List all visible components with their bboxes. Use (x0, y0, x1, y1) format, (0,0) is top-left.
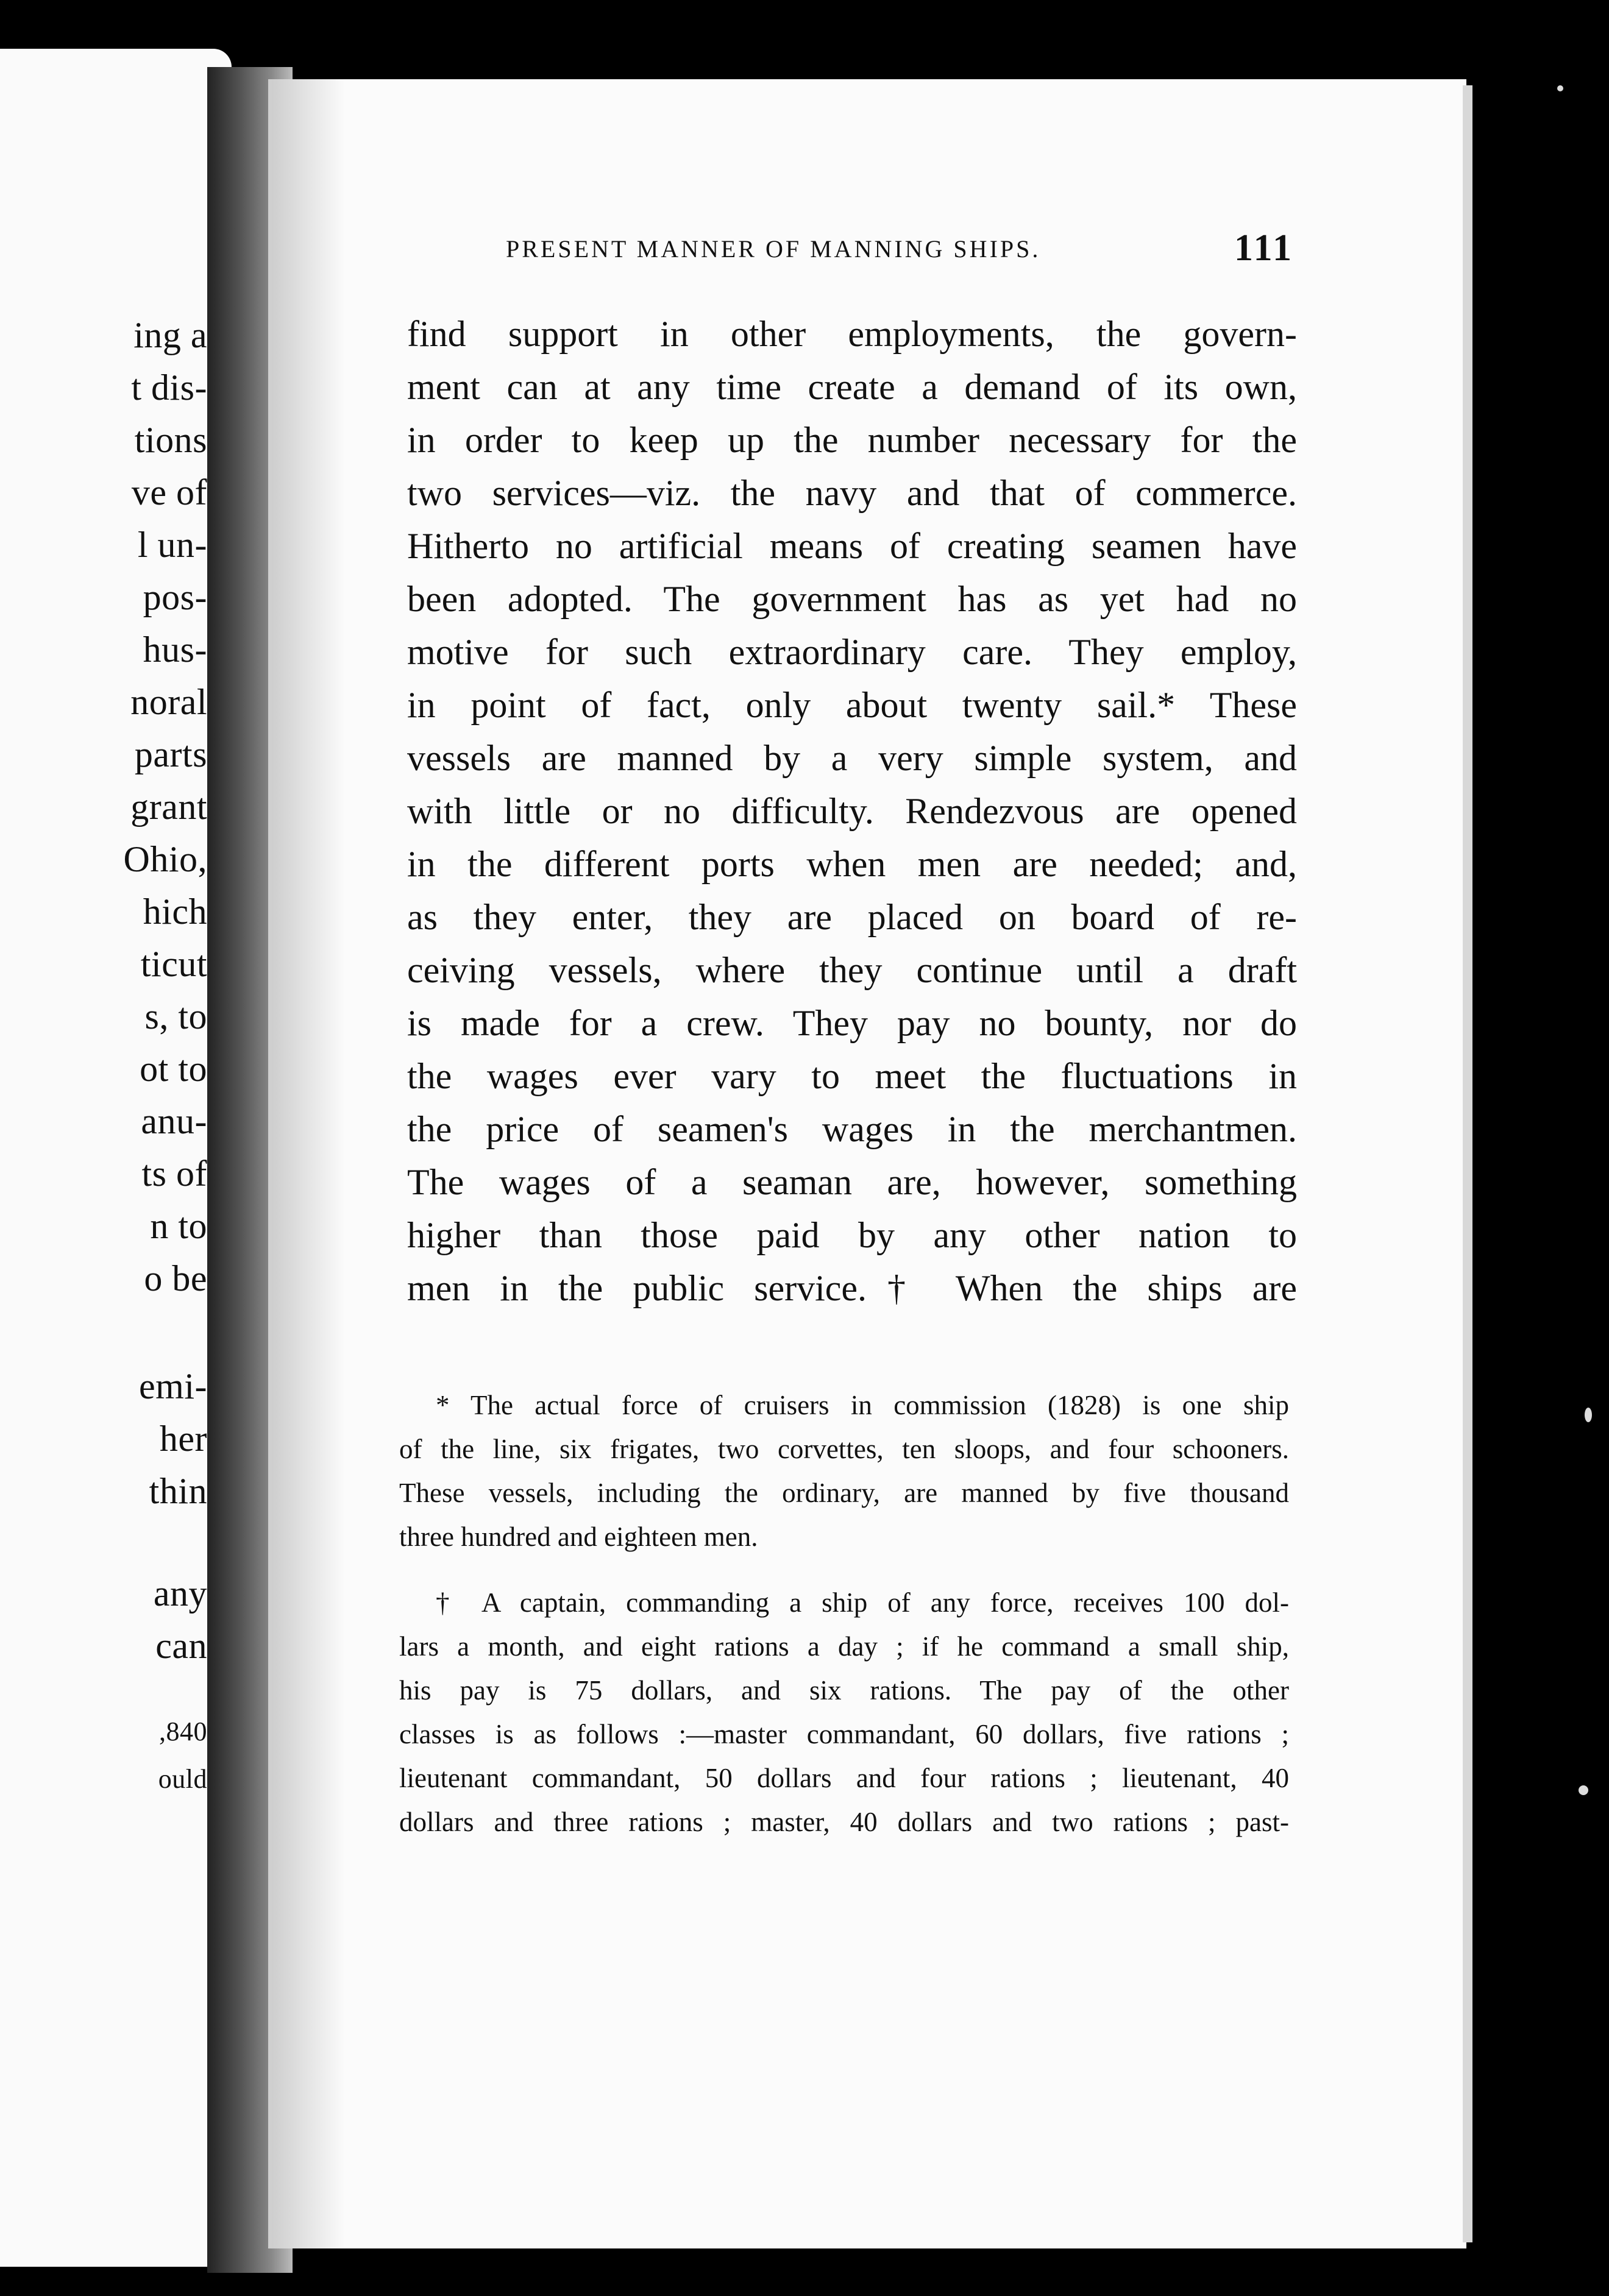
footnote-asterisk (399, 1383, 1289, 1559)
body-line: the price of seamen's wages in the merchantmen. (407, 1109, 1297, 1149)
body-line: is made for a crew. They pay no bounty, nor do (407, 1003, 1297, 1043)
left-line: ticut (140, 944, 207, 984)
footnote-line: lieutenant commandant, 50 dollars and four rations ; lieutenant, 40 (399, 1763, 1289, 1793)
left-facing-page (0, 49, 232, 2267)
footnote-dagger (399, 1581, 1289, 1844)
body-line: the wages ever vary to meet the fluctuations in (407, 1056, 1297, 1096)
left-line: ,840 (159, 1717, 207, 1746)
body-line: find support in other employments, the govern- (407, 314, 1297, 354)
body-line: in point of fact, only about twenty sail.* These (407, 685, 1297, 725)
body-line: motive for such extraordinary care. They employ, (407, 632, 1297, 672)
footnote-line: of the line, six frigates, two corvettes, ten sloops, and four schooners. (399, 1434, 1289, 1464)
body-line: The wages of a seaman are, however, something (407, 1162, 1297, 1202)
body-line: vessels are manned by a very simple system, and (407, 738, 1297, 778)
left-line: can (155, 1626, 207, 1666)
left-line: parts (134, 734, 207, 774)
scan-speck (1585, 1408, 1592, 1422)
body-line: ceiving vessels, where they continue until a draft (407, 950, 1297, 990)
left-line: l un- (137, 525, 207, 565)
body-line: higher than those paid by any other nation to (407, 1215, 1297, 1255)
body-line: in the different ports when men are needed; and, (407, 844, 1297, 884)
body-line: with little or no difficulty. Rendezvous are opened (407, 791, 1297, 831)
left-line: emi- (139, 1366, 207, 1406)
left-line: ing a (133, 315, 207, 355)
left-line: ve of (131, 472, 207, 512)
footnotes (399, 1383, 1289, 1844)
scan-speck (1579, 1785, 1588, 1795)
footnote-line: his pay is 75 dollars, and six rations. The pay of the other (399, 1675, 1289, 1706)
left-line: hich (143, 891, 207, 932)
left-line: ts of (141, 1153, 207, 1194)
page-edge (1463, 85, 1472, 2242)
left-line: hus- (143, 629, 207, 670)
left-line: ot to (140, 1049, 207, 1089)
body-line: two services—viz. the navy and that of commerce. (407, 473, 1297, 513)
body-line: as they enter, they are placed on board of re- (407, 897, 1297, 937)
body-line: been adopted. The government has as yet had no (407, 579, 1297, 619)
left-line: her (159, 1419, 207, 1459)
footnote-line: These vessels, including the ordinary, are manned by five thousand (399, 1478, 1289, 1508)
left-line: anu- (141, 1101, 207, 1141)
footnote-line: lars a month, and eight rations a day ; if he command a small ship, (399, 1631, 1289, 1662)
running-head: PRESENT MANNER OF MANNING SHIPS. (506, 235, 1041, 263)
page-number: 111 (1234, 227, 1295, 269)
footnote-line: dollars and three rations ; master, 40 dollars and two rations ; past- (399, 1807, 1289, 1837)
left-line: s, to (144, 996, 207, 1036)
body-text (407, 308, 1297, 1315)
left-line: grant (130, 787, 207, 827)
left-line: o be (144, 1258, 207, 1299)
left-line: t dis- (131, 367, 207, 408)
footnote-line: * The actual force of cruisers in commission (1828) is one ship (436, 1390, 1289, 1420)
left-line: tions (134, 420, 207, 460)
body-line: Hitherto no artificial means of creating seamen have (407, 526, 1297, 566)
footnote-line: classes is as follows :—master commandant, 60 dollars, five rations ; (399, 1719, 1289, 1749)
left-line: noral (130, 682, 207, 722)
left-line: pos- (143, 577, 207, 617)
body-line: men in the public service.† When the ships are (407, 1268, 1297, 1308)
footnote-line: three hundred and eighteen men. (399, 1522, 758, 1552)
body-line: ment can at any time create a demand of its own, (407, 367, 1297, 407)
footnote-line: † A captain, commanding a ship of any force, receives 100 dol- (436, 1587, 1289, 1618)
left-line: thin (149, 1471, 207, 1511)
left-line: n to (150, 1206, 207, 1246)
left-line: any (153, 1573, 207, 1614)
footnote-gap (399, 1559, 1289, 1581)
left-line: Ohio, (123, 839, 207, 879)
scan-speck (1557, 85, 1563, 91)
left-line: ould (158, 1764, 207, 1794)
body-line: in order to keep up the number necessary for the (407, 420, 1297, 460)
